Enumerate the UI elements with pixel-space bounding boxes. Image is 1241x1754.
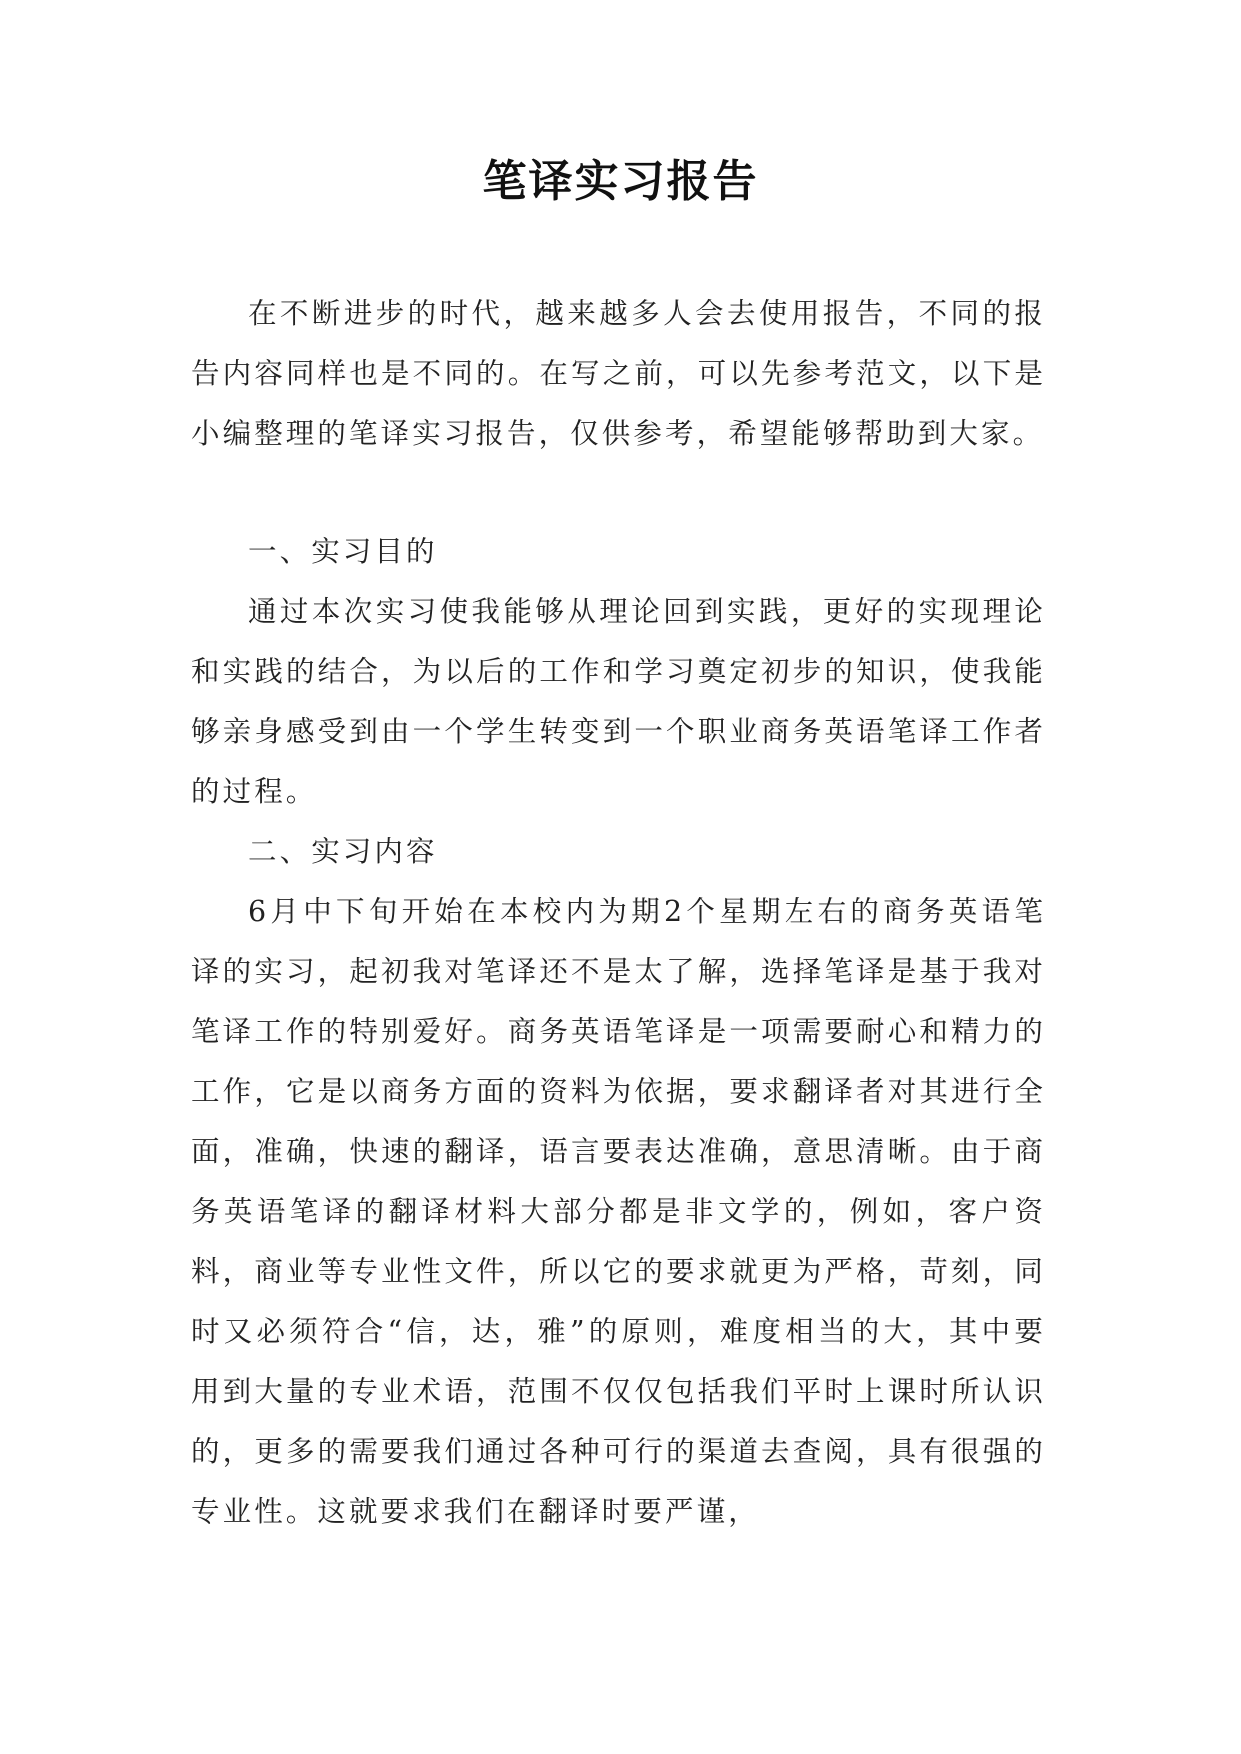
section-body-purpose: 通过本次实习使我能够从理论回到实践，更好的实现理论和实践的结合，为以后的工作和学习奠定初步的知识，使我能够亲身感受到由一个学生转变到一个职业商务英语笔译工作者的过程。 [191,595,1046,808]
section-heading-content: 二、实习内容 [248,835,438,868]
intro-paragraph: 在不断进步的时代，越来越多人会去使用报告，不同的报告内容同样也是不同的。在写之前，可以先参考范文，以下是小编整理的笔译实习报告，仅供参考，希望能够帮助到大家。 [191,297,1046,450]
paragraph-spacer [191,464,1046,522]
section-body-content: 6月中下旬开始在本校内为期2个星期左右的商务英语笔译的实习，起初我对笔译还不是太了解，选择笔译是基于我对笔译工作的特别爱好。商务英语笔译是一项需要耐心和精力的工作，它是以商务方面的资料为依据，要求翻译者对其进行全面，准确，快速的翻译，语言要表达准确，意思清晰。由于商务英语笔译的翻译材料大部分都是非文学的，例如，客户资料，商业等专业性文件，所以它的要求就更为严格，苛刻，同时又必须符合“信，达，雅”的原则，难度相当的大，其中要用到大量的专业术语，范围不仅仅包括我们平时上课时所认识的，更多的需要我们通过各种可行的渠道去查阅，具有很强的专业性。这就要求我们在翻译时要严谨， [191,895,1046,1528]
document-body [191,284,1046,1542]
document-title: 笔译实习报告 [482,156,759,207]
section-heading-purpose: 一、实习目的 [248,535,438,568]
